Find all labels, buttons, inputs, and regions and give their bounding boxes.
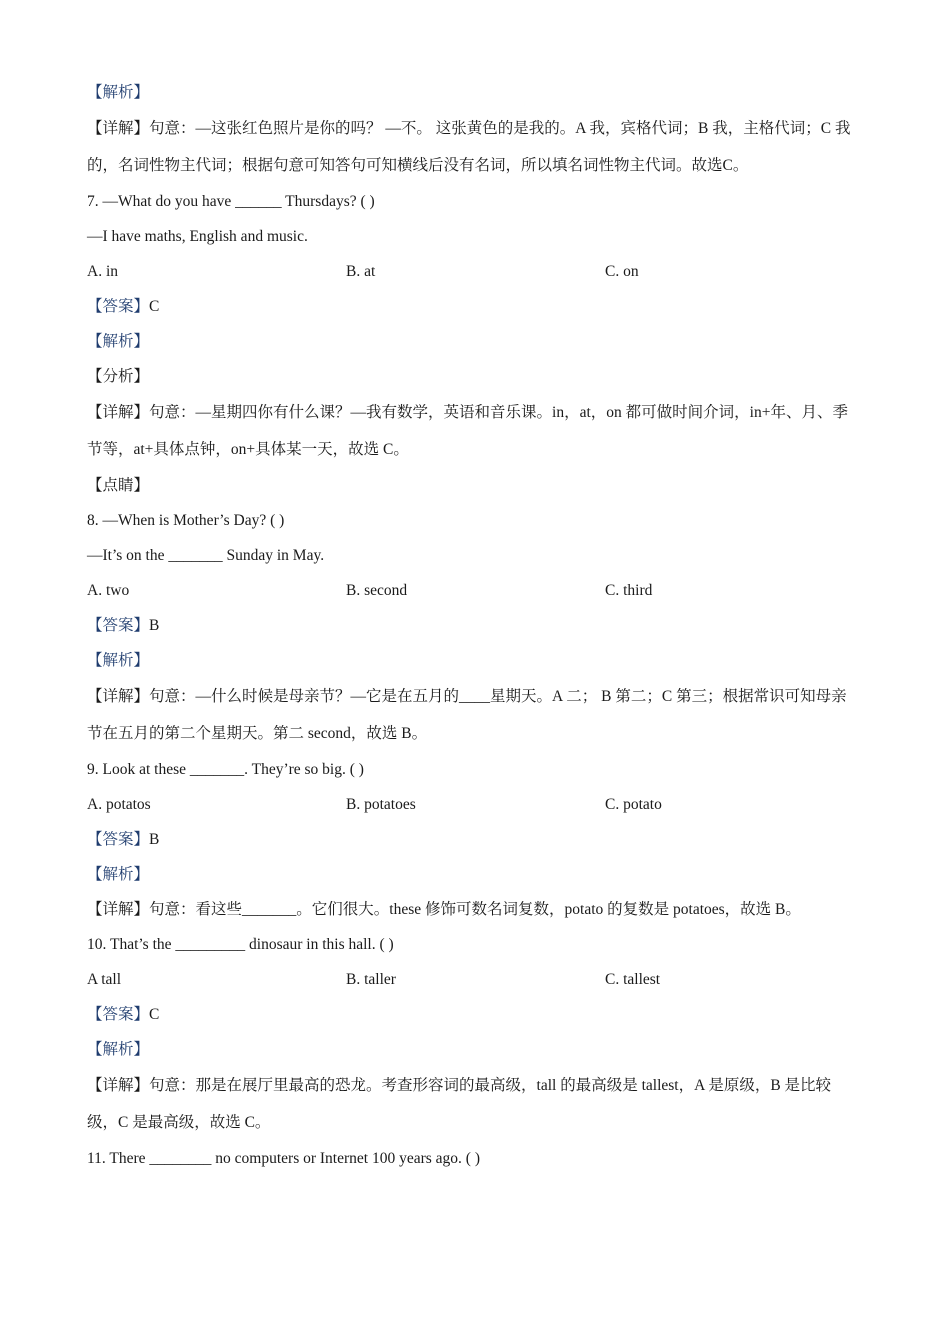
question-7-reply: —I have maths, English and music.: [87, 228, 308, 245]
detail-paragraph: 【详解】句意：—什么时候是母亲节？—它是在五月的____星期天。A 二； B 第二；C 第三；根据常识可知母亲节在五月的第二个星期天。第二 second，故选 B。: [87, 688, 847, 742]
detail-paragraph: 【详解】句意：—这张红色照片是你的吗？ —不。 这张黄色的是我的。A 我，宾格代词；B 我，主格代词；C 我的，名词性物主代词；根据句意可知答句可知横线后没有名词，所以填名词性物主代词。故选C。: [87, 120, 851, 174]
question-10-options: [87, 962, 862, 997]
analysis-heading: 【解析】: [87, 866, 150, 883]
answer-line: 【答案】B: [87, 617, 160, 634]
option-b: B. second: [346, 582, 408, 599]
option-a: A. potatos: [87, 796, 151, 813]
option-c: C. on: [605, 263, 639, 280]
analysis-heading: 【解析】: [87, 333, 150, 350]
option-b: B. taller: [346, 971, 396, 988]
analysis-heading: 【解析】: [87, 84, 150, 101]
question-7-options: [87, 254, 862, 289]
question-8-options: [87, 573, 862, 608]
option-c: C. tallest: [605, 971, 661, 988]
analysis-heading: 【解析】: [87, 652, 150, 669]
question-9-options: [87, 787, 862, 822]
question-10: 10. That’s the _________ dinosaur in this hall. ( ): [87, 936, 394, 953]
option-b: B. at: [346, 263, 376, 280]
breakdown-heading: 【分析】: [87, 368, 150, 385]
question-9: 9. Look at these _______. They’re so big. ( ): [87, 761, 364, 778]
option-a: A. in: [87, 263, 118, 280]
question-7: 7. —What do you have ______ Thursdays? ( ): [87, 193, 375, 210]
option-a: A. two: [87, 582, 130, 599]
analysis-heading: 【解析】: [87, 1041, 150, 1058]
question-8: 8. —When is Mother’s Day? ( ): [87, 512, 285, 529]
question-11: 11. There ________ no computers or Internet 100 years ago. ( ): [87, 1150, 480, 1167]
document-page: [87, 75, 862, 1176]
option-c: C. third: [605, 582, 653, 599]
answer-line: 【答案】C: [87, 298, 160, 315]
detail-paragraph: 【详解】句意：看这些_______。它们很大。these 修饰可数名词复数，potato 的复数是 potatoes，故选 B。: [87, 901, 801, 918]
option-a: A tall: [87, 971, 122, 988]
answer-line: 【答案】B: [87, 831, 160, 848]
option-c: C. potato: [605, 796, 662, 813]
detail-paragraph: 【详解】句意：那是在展厅里最高的恐龙。考查形容词的最高级，tall 的最高级是 tallest，A 是原级，B 是比较级，C 是最高级，故选 C。: [87, 1077, 832, 1131]
comment-heading: 【点睛】: [87, 477, 150, 494]
answer-line: 【答案】C: [87, 1006, 160, 1023]
question-8-reply: —It’s on the _______ Sunday in May.: [87, 547, 325, 564]
option-b: B. potatoes: [346, 796, 416, 813]
detail-paragraph: 【详解】句意：—星期四你有什么课？—我有数学，英语和音乐课。in，at，on 都可做时间介词，in+年、月、季节等，at+具体点钟，on+具体某一天，故选 C。: [87, 404, 848, 458]
